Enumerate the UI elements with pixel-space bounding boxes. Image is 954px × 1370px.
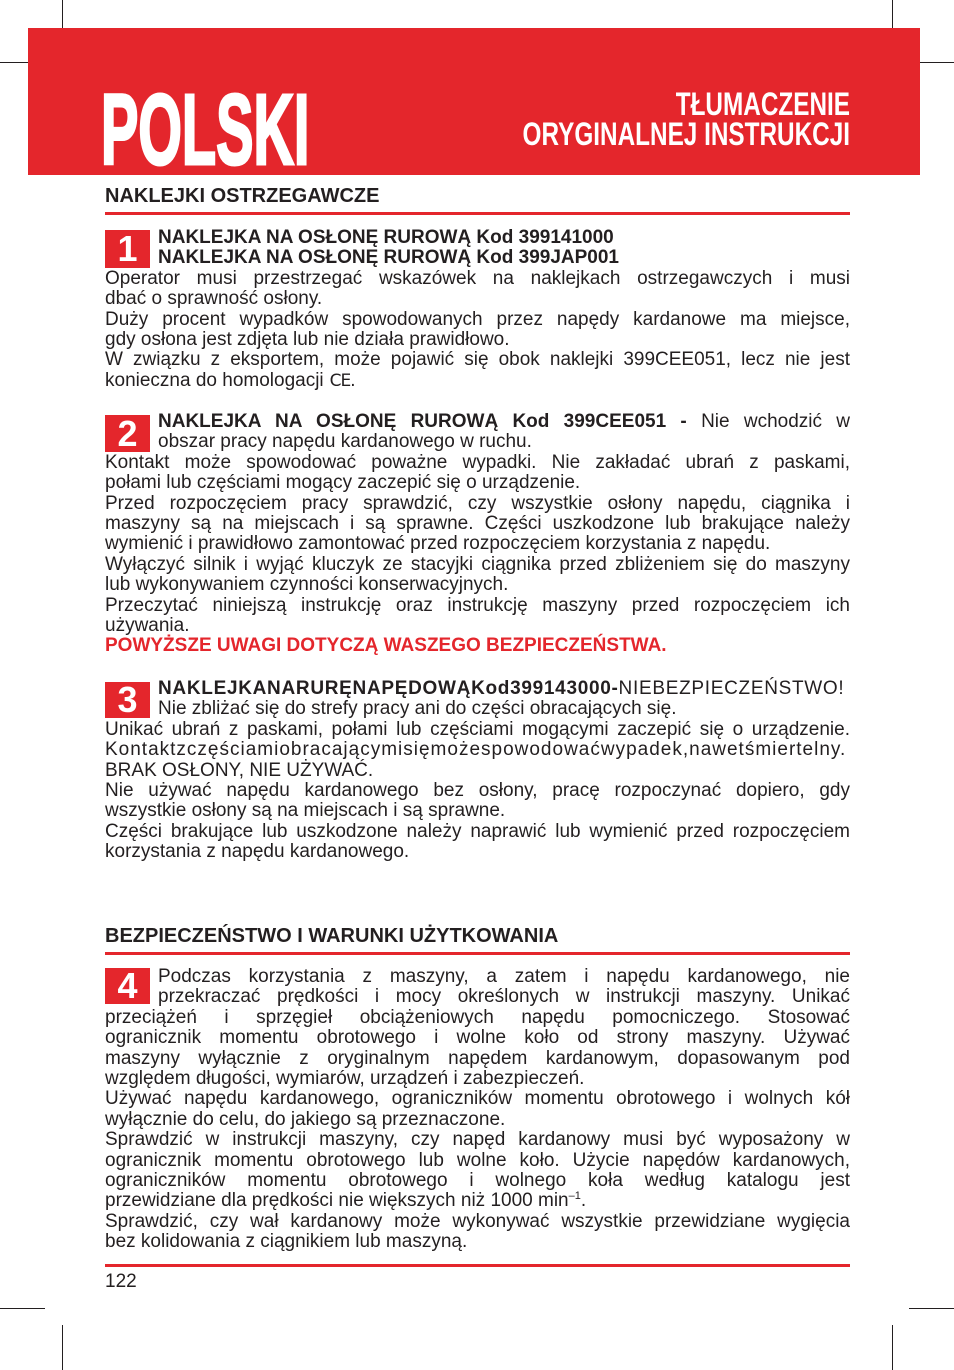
text-line: obszar pracy napędu kardanowego w ruchu. (158, 431, 532, 453)
text-line: Nie używać napędu kardanowego bez osłony, pracę rozpoczynać dopiero, gdy (105, 779, 850, 801)
text-segment: Nie wchodzić w (701, 411, 851, 432)
text-line: przekraczać prędkości i mocy określonych w instrukcji maszyny. Unikać (158, 986, 850, 1008)
text-line: maszyny wyłącznie z oryginalnym napędem kardanowym, dopasowanym pod (105, 1047, 850, 1069)
text-line: ogranicznik momentu obrotowego lub wolne koło. Użycie napędów kardanowych, (105, 1149, 850, 1171)
text-line: przeciążeń i sprzęgieł obciążeniowych napędu pomocniczego. Stosować (105, 1006, 850, 1028)
text-line: maszyny są na miejscach i są sprawne. Części uszkodzone lub brakujące należy (105, 512, 850, 534)
text-segment: NIEBEZPIECZEŃSTWO! (618, 678, 845, 699)
text-line: Operator musi przestrzegać wskazówek na naklejkach ostrzegawczych i musi (105, 267, 850, 289)
section-divider (105, 952, 850, 955)
sticker-paragraph (105, 679, 850, 863)
text-line (105, 1191, 850, 1211)
section-heading: NAKLEJKI OSTRZEGAWCZE (105, 185, 380, 207)
text-line: Sprawdzić, czy wał kardanowy może wykonywać wszystkie przewidziane wygięcia (105, 1210, 850, 1232)
sticker-paragraph (105, 412, 850, 657)
text-segment: konieczna do homologacji (105, 369, 324, 391)
sticker-title: NAKLEJKA NA OSŁONĘ RUROWĄ Kod 399JAP001 (158, 247, 620, 269)
text-segment: przewidziane dla prędkości nie większych niż 1000 min (105, 1190, 569, 1212)
text-line: Przed rozpoczęciem pracy sprawdzić, czy wszystkie osłony napędu, ciągnika i (105, 492, 850, 514)
page-number: 122 (105, 1271, 137, 1292)
crop-mark (909, 1308, 954, 1309)
text-line: Części brakujące lub uszkodzone należy naprawić lub wymienić przed rozpoczęciem (105, 820, 850, 842)
text-line: Używać napędu kardanowego, ograniczników momentu obrotowego i wolnych kół (105, 1088, 850, 1110)
superscript: –1 (568, 1190, 581, 1203)
text-line: wszystkie osłony są na miejscach i są sprawne. (105, 800, 506, 822)
text-line: Unikać ubrań z paskami, połami lub częściami mogącymi zaczepić się o urządzenie. (105, 718, 850, 740)
sticker-paragraph (105, 228, 850, 391)
text-line: W związku z eksportem, może pojawić się obok naklejki 399CEE051, lecz nie jest (105, 349, 850, 371)
safety-warning: POWYŻSZE UWAGI DOTYCZĄ WASZEGO BEZPIECZEŃSTWA. (105, 635, 667, 657)
text-line: względem długości, wymiarów, urządzeń i zabezpieczeń. (105, 1067, 585, 1089)
text-line (105, 371, 850, 391)
text-line: ogranicznik momentu obrotowego i wolne koło od strony maszyny. Używać (105, 1027, 850, 1049)
item-number-badge: 2 (105, 415, 150, 452)
safety-paragraph (105, 967, 850, 1252)
crop-mark (892, 1325, 893, 1370)
text-line: wyłącznie do celu, do jakiego są przeznaczone. (105, 1108, 506, 1130)
text-line: używania. (105, 614, 190, 636)
text-line: Duży procent wypadków spowodowanych przez napędy kardanowe ma miejsce, (105, 308, 850, 330)
crop-mark (62, 1325, 63, 1370)
text-line: bez kolidowania z ciągnikiem lub maszyną. (105, 1231, 468, 1253)
text-line: wymienić i prawidłowo zamontować przed rozpoczęciem korzystania z napędu. (105, 533, 771, 555)
item-number-badge: 1 (105, 230, 150, 268)
text-line: połami lub częściami mogący zaczepić się o urządzenie. (105, 472, 581, 494)
text-line: BRAK OSŁONY, NIE UŻYWAĆ. (105, 759, 374, 781)
text-line: dbać o sprawność osłony. (105, 288, 323, 310)
item-number-badge: 4 (105, 968, 150, 1004)
text-line: Nie zbliżać się do strefy pracy ani do części obracających się. (158, 698, 677, 720)
sticker-title-line (158, 412, 850, 432)
text-line: Podczas korzystania z maszyny, a zatem i napędu kardanowego, nie (158, 966, 850, 987)
text-line: Sprawdzić w instrukcji maszyny, czy napęd kardanowy musi być wyposażony w (105, 1129, 850, 1151)
header-subtitle (394, 86, 850, 152)
text-segment: . (580, 1190, 587, 1212)
sticker-title: NAKLEJKA NA OSŁONĘ RUROWĄ Kod 399CEE051 - (158, 411, 687, 432)
text-line: Kontaktzczęściamiobracającymisięmożespowodowaćwypadek,nawetśmiertelny. (105, 739, 847, 761)
text-segment: . (350, 369, 356, 391)
footer-divider (105, 1264, 850, 1267)
text-line: Wyłączyć silnik i wyjąć kluczyk ze stacyjki ciągnika przed zbliżeniem się do maszyny (105, 553, 850, 575)
sticker-title-line (158, 679, 850, 699)
header-subtitle-line: ORYGINALNEJ INSTRUKCJI (522, 116, 850, 152)
section-divider (105, 212, 850, 215)
sticker-title: NAKLEJKA NA OSŁONĘ RUROWĄ Kod 399141000 (158, 227, 614, 248)
section-heading: BEZPIECZEŃSTWO I WARUNKI UŻYTKOWANIA (105, 925, 559, 947)
text-line: Przeczytać niniejszą instrukcję oraz instrukcję maszyny przed rozpoczęciem ich (105, 594, 850, 616)
ce-mark: CE (329, 370, 351, 391)
crop-mark (0, 1308, 45, 1309)
text-line: Kontakt może spowodować poważne wypadki. Nie zakładać ubrań z paskami, (105, 451, 850, 473)
language-title: POLSKI (101, 74, 310, 186)
text-line: lub wykonywaniem czynności konserwacyjnych. (105, 574, 509, 596)
text-line: ograniczników momentu obrotowego i wolnego koła według katalogu jest (105, 1169, 850, 1191)
sticker-title: NAKLEJKANARURĘNAPĘDOWĄKod399143000- (158, 678, 619, 699)
item-number-badge: 3 (105, 682, 150, 718)
header-subtitle-line: TŁUMACZENIE (675, 86, 850, 122)
text-line: korzystania z napędu kardanowego. (105, 841, 410, 863)
text-line: gdy osłona jest zdjęta lub nie działa prawidłowo. (105, 328, 510, 350)
